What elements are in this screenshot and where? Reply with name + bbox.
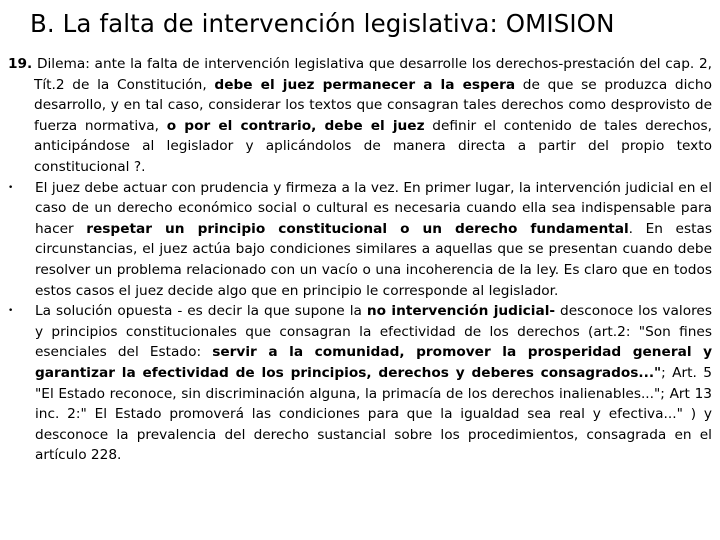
bullet-icon: • <box>8 306 14 317</box>
bold-segment: servir a la comunidad, promover la prosperidad general y garantizar la efectividad de los principios, derechos y deberes consagrados..." <box>35 344 712 381</box>
text-segment: de que se produzca dicho desarrollo, y en tal caso, considerar los textos que consagran tales derechos como desprovisto de fuerza normativa, <box>34 76 712 134</box>
text-segment: La solución opuesta - es decir la que supone la <box>35 303 367 320</box>
bold-segment: debe el juez permanecer a la espera <box>214 76 516 93</box>
text-segment: ; Art. 5 "El Estado reconoce, sin discriminación alguna, la primacía de los derechos inalienables..."; Art 13 inc. 2:" El Estado promoverá las condiciones para que la igualdad sea real y efectiva..." ) y desconoce la prevalencia del derecho sustancial sobre los procedimientos, consagrada en el artículo 228. <box>35 364 712 464</box>
bullet-item-solucion <box>8 301 712 466</box>
paragraph-number: 19. <box>8 56 33 72</box>
slide-body <box>8 54 712 466</box>
text-segment: definir el contenido de tales derechos, anticipándose al legislador y aplicándolos de manera directa a partir del propio texto constitucional ?. <box>34 117 712 175</box>
bold-segment: respetar un principio constitucional o un derecho fundamental <box>86 220 629 237</box>
text-segment: desconoce los valores y principios constitucionales que consagran la efectividad de los derechos (art.2: "Son fines esenciales del Estado: <box>35 303 712 361</box>
paragraph-dilema <box>8 54 712 178</box>
text-segment: El juez debe actuar con prudencia y firmeza a la vez. En primer lugar, la intervención judicial en el caso de un derecho económico social o cultural es necesaria cuando ella sea indispensable para hacer <box>35 179 712 237</box>
slide-title: B. La falta de intervención legislativa: OMISION <box>30 9 615 38</box>
bold-segment: o por el contrario, debe el juez <box>166 117 425 134</box>
bullet-icon: • <box>8 182 14 193</box>
text-segment: Dilema: ante la falta de intervención legislativa que desarrolle los derechos-prestación del cap. 2, Tít.2 de la Constitución, <box>32 56 712 93</box>
bold-segment: no intervención judicial- <box>366 303 556 320</box>
text-segment: . En estas circunstancias, el juez actúa bajo condiciones similares a aquellas que se presentan cuando debe resolver un problema relacionado con un vacío o una incoherencia de la ley. Es claro que en todos estos casos el juez decide algo que en principio le corresponde al legislador. <box>35 220 712 299</box>
bullet-item-juez <box>8 178 712 302</box>
